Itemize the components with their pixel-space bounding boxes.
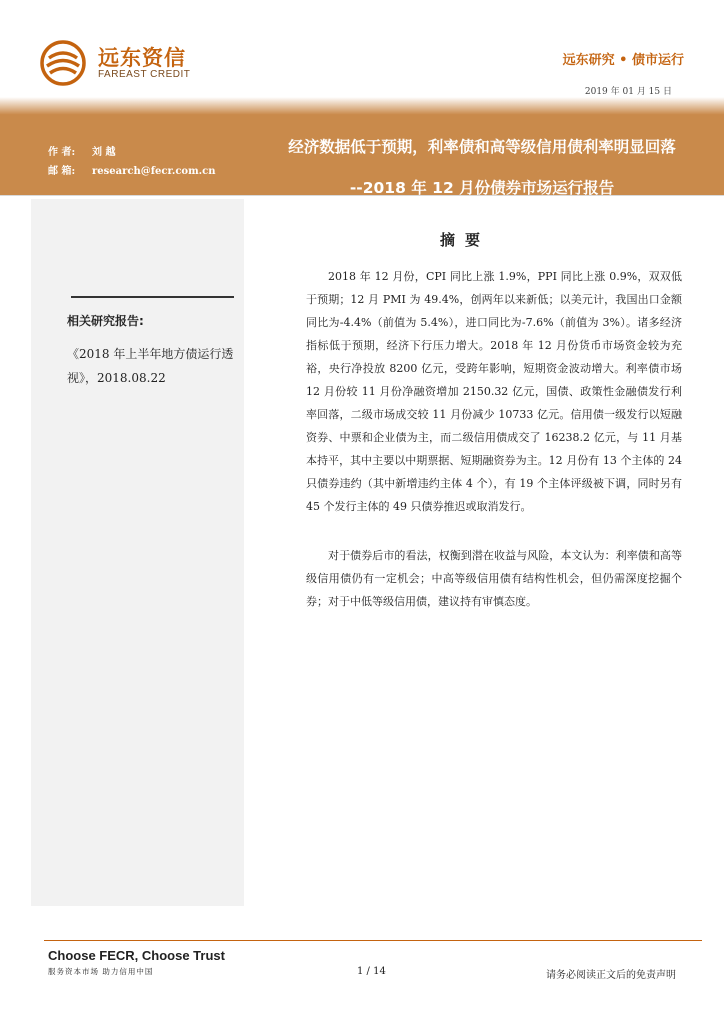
report-series: 远东研究 • 债市运行 — [562, 53, 684, 68]
email-label: 邮 箱: — [48, 166, 76, 177]
footer-divider — [44, 940, 702, 941]
report-title: 经济数据低于预期，利率债和高等级信用债利率明显回落 — [288, 138, 676, 156]
fareast-logo-icon — [40, 40, 86, 86]
email-line — [48, 162, 216, 177]
abstract-paragraph: 2018 年 12 月份，CPI 同比上涨 1.9%，PPI 同比上涨 0.9%，双双低于预期；12 月 PMI 为 49.4%，创两年以来新低；以美元计，我国出口金额同比为-4.4%（前值为 5.4%），进口同比为-7.6%（前值为 3%）。诸多经济指标低于预期，经济下行压力增大。2018 年 12 月份货币市场资金较为充裕，央行净投放 8200 亿元，受跨年影响，短期资金波动增大。利率债市场 12 月份较 11 月份净融资增加 2150.32 亿元，国债、政策性金融债发行利率回落，二级市场成交较 11 月份减少 10733 亿元。信用债一级发行以短融资券、中票和企业债为主，而二级信用债成交了 16238.2 亿元，与 11 月基本持平，其中主要以中期票据、短期融资券为主。12 月份有 13 个主体的 24 只债券违约（其中新增违约主体 4 个），有 19 个主体评级被下调，同时另有 45 个发行主体的 49 只债券推迟或取消发行。 — [306, 270, 682, 513]
report-date: 2019 年 01 月 15 日 — [584, 87, 672, 97]
sidebar-divider — [71, 296, 234, 298]
page-number: 1 / 14 — [357, 966, 386, 977]
abstract-paragraph: 对于债券后市的看法，权衡到潜在收益与风险，本文认为：利率债和高等级信用债仍有一定机会；中高等级信用债有结构性机会，但仍需深度挖掘个券；对于中低等级信用债，建议持有审慎态度。 — [306, 549, 682, 608]
footer-disclaimer: 请务必阅读正文后的免责声明 — [546, 970, 676, 981]
author-line — [48, 143, 115, 158]
related-reports-heading: 相关研究报告: — [67, 314, 144, 328]
author-name: 刘 越 — [92, 147, 116, 158]
logo-text-cn: 远东资信 — [98, 46, 186, 70]
footer-motto: 服务资本市场 助力信用中国 — [48, 967, 154, 976]
report-subtitle: --2018 年 12 月份债券市场运行报告 — [349, 179, 615, 197]
email-address[interactable]: research@fecr.com.cn — [92, 166, 216, 177]
related-report-link[interactable]: 《2018 年上半年地方债运行透视》，2018.08.22 — [67, 347, 234, 385]
logo-text-en: FAREAST CREDIT — [98, 69, 191, 80]
abstract-heading: 摘要 — [440, 231, 491, 249]
footer-slogan: Choose FECR, Choose Trust — [48, 948, 225, 963]
sidebar — [31, 199, 244, 906]
author-label: 作 者: — [48, 147, 76, 158]
